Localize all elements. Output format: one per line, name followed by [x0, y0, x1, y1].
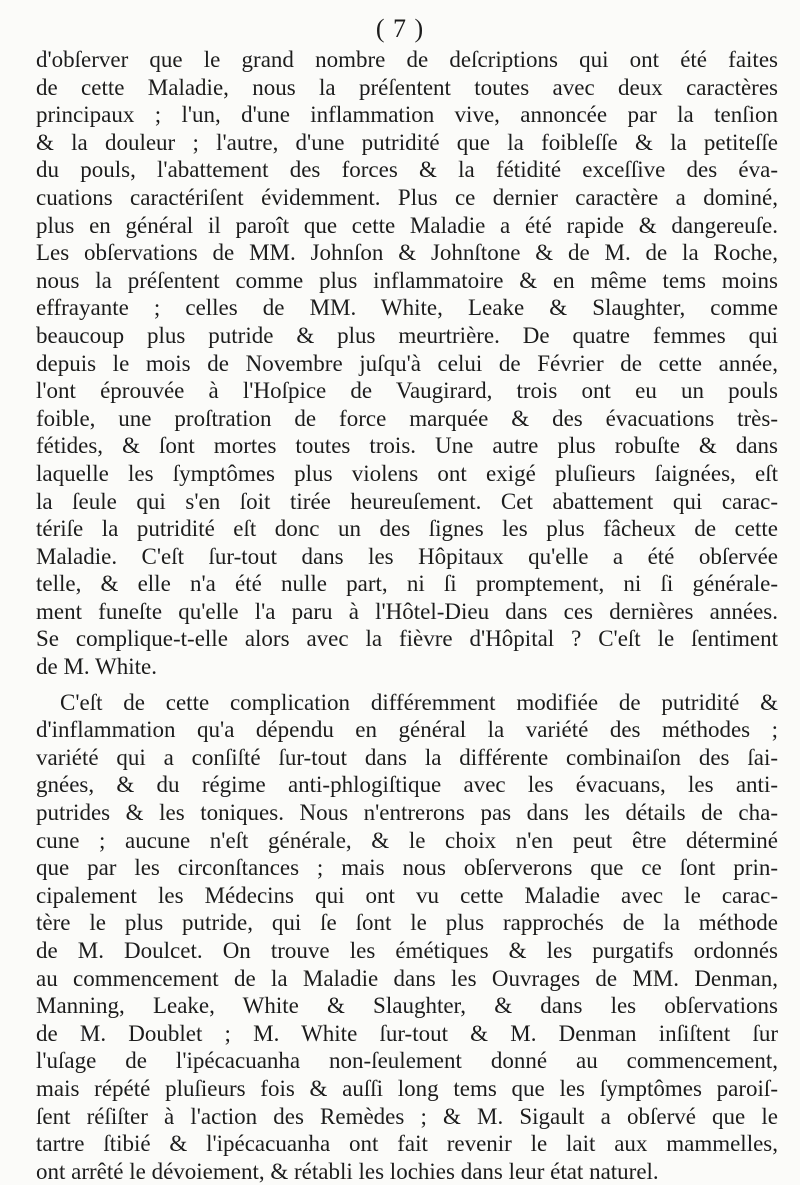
- text-line: gnées, & du régime anti-phlogiſtique avec les évacuans, les anti-: [36, 772, 778, 798]
- text-line: principaux ; l'un, d'une inflammation vive, annoncée par la tenſion: [36, 102, 778, 128]
- text-line: de M. Doulcet. On trouve les émétiques & les purgatifs ordonnés: [36, 938, 778, 963]
- text-line: ont arrêté le dévoiement, & rétabli les lochies dans leur état naturel.: [36, 1158, 659, 1184]
- text-line: tartre ſtibié & l'ipécacuanha ont fait revenir le lait aux mammelles,: [36, 1131, 778, 1157]
- text-line: cipalement les Médecins qui ont vu cette Maladie avec le carac-: [36, 882, 778, 908]
- page-number: ( 7 ): [375, 14, 425, 43]
- text-line: mais répété pluſieurs fois & auſſi long tems que les ſymptômes paroiſ-: [36, 1075, 778, 1101]
- text-line: Se complique-t-elle alors avec la fièvre d'Hôpital ? C'eſt le ſentiment: [36, 626, 778, 652]
- text-line: l'uſage de l'ipécacuanha non-ſeulement donné au commencement,: [36, 1048, 778, 1074]
- text-line: d'inflammation qu'a dépendu en général la variété des méthodes ;: [36, 717, 778, 743]
- text-line: plus en général il paroît que cette Maladie a été rapide & dangereuſe.: [36, 212, 778, 238]
- text-line: C'eſt de cette complication différemment modifiée de putridité &: [60, 689, 778, 715]
- text-line: cune ; aucune n'eſt générale, & le choix n'en peut être déterminé: [36, 827, 778, 853]
- text-line: au commencement de la Maladie dans les Ouvrages de MM. Denman,: [36, 965, 778, 991]
- text-line: laquelle les ſymptômes plus violens ont exigé pluſieurs ſaignées, eſt: [36, 460, 778, 486]
- page-body: [36, 46, 778, 1185]
- text-line: fétides, & ſont mortes toutes trois. Une autre plus robuſte & dans: [36, 433, 778, 459]
- text-line: beaucoup plus putride & plus meurtrière. De quatre femmes qui: [36, 322, 778, 348]
- text-line: de M. Doublet ; M. White ſur-tout & M. Denman inſiſtent ſur: [36, 1020, 778, 1046]
- text-line: Les obſervations de MM. Johnſon & Johnſtone & de M. de la Roche,: [36, 240, 778, 266]
- text-line: l'ont éprouvée à l'Hoſpice de Vaugirard, trois ont eu un pouls: [36, 378, 778, 404]
- text-line: tériſe la putridité eſt donc un des ſignes les plus fâcheux de cette: [36, 516, 778, 542]
- text-line: variété qui a conſiſté ſur-tout dans la différente combinaiſon des ſai-: [36, 744, 778, 770]
- text-line: putrides & les toniques. Nous n'entrerons pas dans les détails de cha-: [36, 800, 778, 826]
- text-line: d'obſerver que le grand nombre de deſcriptions qui ont été faites: [36, 47, 778, 72]
- paragraph-2: [36, 689, 778, 1185]
- text-line: Maladie. C'eſt ſur-tout dans les Hôpitaux qu'elle a été obſervée: [36, 543, 778, 569]
- text-line: de cette Maladie, nous la préſentent toutes avec deux caractères: [36, 74, 778, 100]
- text-line: la ſeule qui s'en ſoit tirée heureuſement. Cet abattement qui carac-: [36, 488, 778, 514]
- text-line: nous la préſentent comme plus inflammatoire & en même tems moins: [36, 267, 778, 293]
- text-line: cuations caractériſent évidemment. Plus ce dernier caractère a dominé,: [36, 184, 778, 210]
- text-line: Manning, Leake, White & Slaughter, & dans les obſervations: [36, 993, 778, 1019]
- text-line: ment funeſte qu'elle l'a paru à l'Hôtel-Dieu dans ces dernières années.: [36, 598, 778, 624]
- text-line: effrayante ; celles de MM. White, Leake & Slaughter, comme: [36, 295, 778, 321]
- text-line: tère le plus putride, qui ſe ſont le plus rapprochés de la méthode: [36, 910, 778, 936]
- text-line: ſent réſiſter à l'action des Remèdes ; & M. Sigault a obſervé que le: [36, 1103, 778, 1129]
- paragraph-1: [36, 46, 778, 681]
- text-line: que par les circonſtances ; mais nous obſerverons que ce ſont prin-: [36, 855, 778, 881]
- text-line: telle, & elle n'a été nulle part, ni ſi promptement, ni ſi générale-: [36, 571, 778, 597]
- text-line: de M. White.: [36, 654, 157, 680]
- text-line: foible, une proſtration de force marquée & des évacuations très-: [36, 405, 778, 431]
- text-line: du pouls, l'abattement des forces & la fétidité exceſſive des éva-: [36, 157, 778, 183]
- text-line: & la douleur ; l'autre, d'une putridité que la foibleſſe & la petiteſſe: [36, 129, 778, 155]
- text-line: depuis le mois de Novembre juſqu'à celui de Février de cette année,: [36, 350, 778, 376]
